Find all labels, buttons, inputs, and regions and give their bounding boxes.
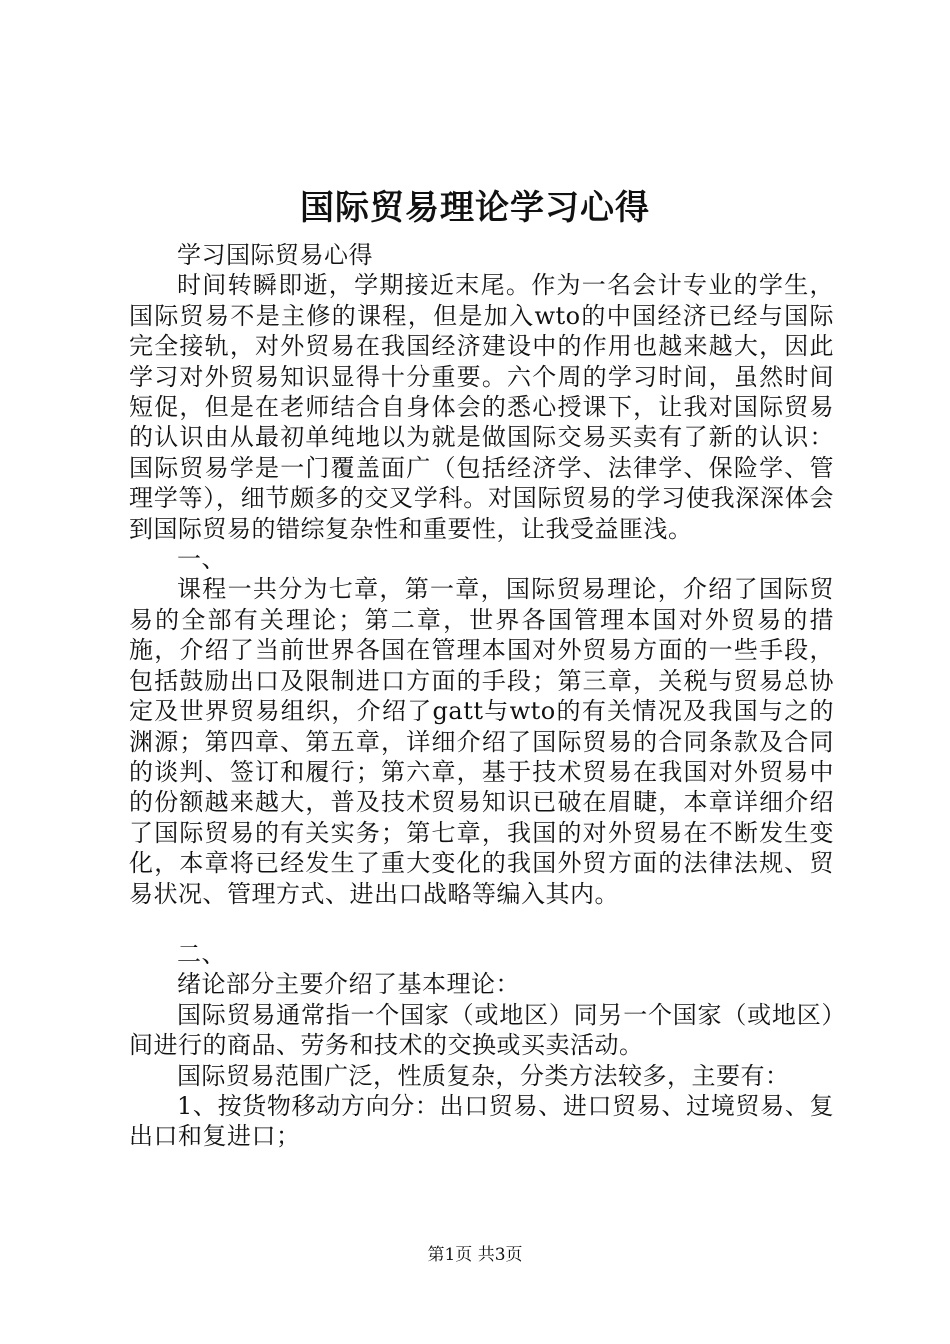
section-heading-one: 一、 (177, 545, 226, 574)
classification-item-one: 1、按货物移动方向分：出口贸易、进口贸易、过境贸易、复出口和复进口； (129, 1091, 834, 1151)
introduction-summary-paragraph: 绪论部分主要介绍了基本理论： (177, 970, 520, 999)
page-footer: 第1页 共3页 (427, 1245, 523, 1265)
intro-paragraph: 时间转瞬即逝，学期接近末尾。作为一名会计专业的学生，国际贸易不是主修的课程，但是加入wto的中国经济已经与国际完全接轨，对外贸易在我国经济建设中的作用也越来越大，因此学习对外贸易知识显得十分重要。六个周的学习时间，虽然时间短促，但是在老师结合自身体会的悉心授课下，让我对国际贸易的认识由从最初单纯地以为就是做国际交易买卖有了新的认识：国际贸易学是一门覆盖面广（包括经济学、法律学、保险学、管理学等），细节颇多的交叉学科。对国际贸易的学习使我深深体会到国际贸易的错综复杂性和重要性，让我受益匪浅。 (129, 271, 834, 543)
section-heading-two: 二、 (177, 939, 226, 968)
classification-intro-paragraph: 国际贸易范围广泛，性质复杂，分类方法较多，主要有： (177, 1061, 790, 1090)
document-title: 国际贸易理论学习心得 (300, 188, 650, 228)
subtitle-paragraph: 学习国际贸易心得 (177, 241, 373, 269)
trade-definition-paragraph: 国际贸易通常指一个国家（或地区）同另一个国家（或地区）间进行的商品、劳务和技术的交换或买卖活动。 (129, 1000, 834, 1060)
course-chapters-paragraph: 课程一共分为七章，第一章，国际贸易理论，介绍了国际贸易的全部有关理论；第二章，世界各国管理本国对外贸易的措施，介绍了当前世界各国在管理本国对外贸易方面的一些手段，包括鼓励出口及限制进口方面的手段；第三章，关税与贸易总协定及世界贸易组织，介绍了gatt与wto的有关情况及我国与之的渊源；第四章、第五章，详细介绍了国际贸易的合同条款及合同的谈判、签订和履行；第六章，基于技术贸易在我国对外贸易中的份额越来越大，普及技术贸易知识已破在眉睫，本章详细介绍了国际贸易的有关实务；第七章，我国的对外贸易在不断发生变化，本章将已经发生了重大变化的我国外贸方面的法律法规、贸易状况、管理方式、进出口战略等编入其内。 (129, 575, 834, 908)
document-body (129, 240, 834, 1152)
